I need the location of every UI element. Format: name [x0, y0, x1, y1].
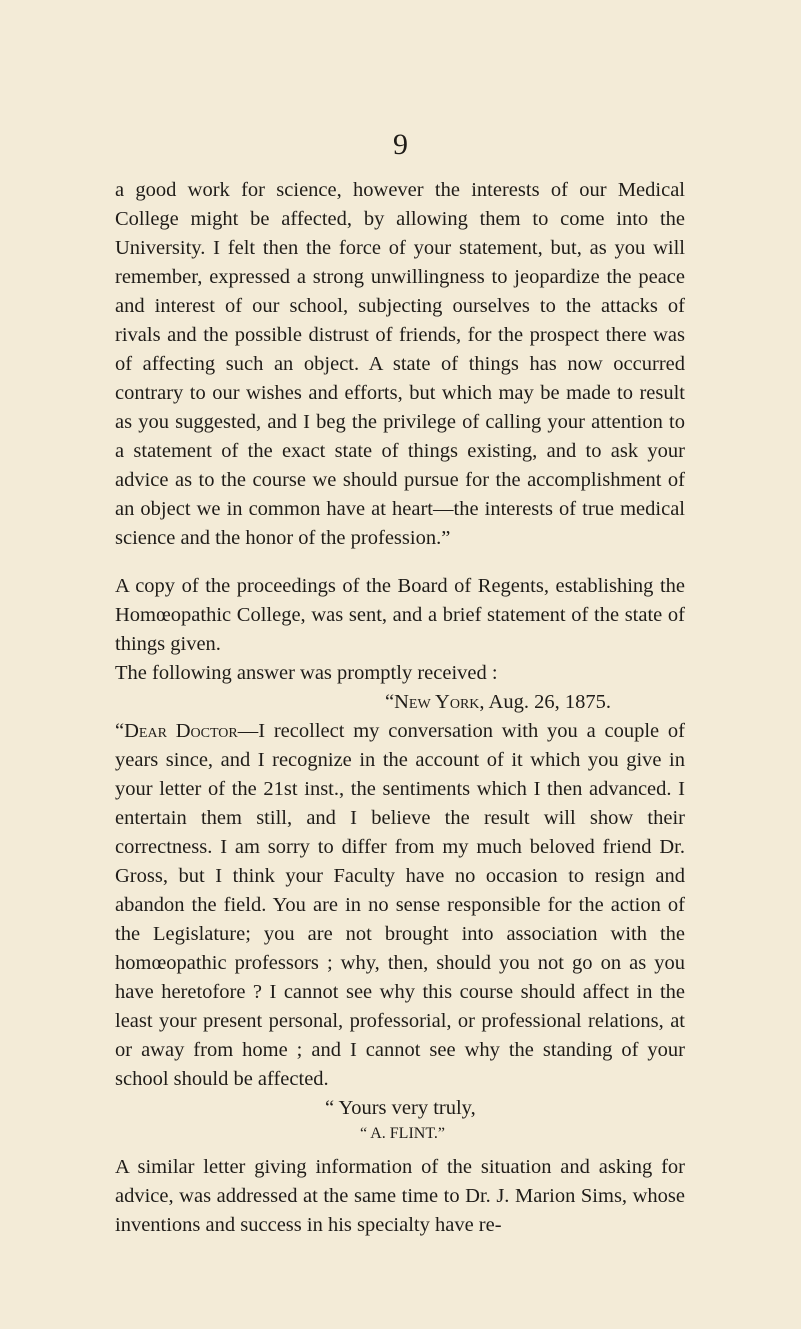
letter-body-text: —I recollect my conversation with you a couple of years since, and I recognize in the account of it which you give in your letter of the 21st inst., the sentiments which I then advanced. I entertain them still, and I believe the result will show their correctness. I am sorry to differ from my much beloved friend Dr. Gross, but I think your Faculty have no occasion to resign and abandon the field. You are in no sense responsible for the action of the Legislature; you are not brought into association with the homœopathic professors ; why, then, should you not go on as you have heretofore ? I cannot see why this course should affect in the least your present personal, professorial, or professional relations, at or away from home ; and I cannot see why the standing of your school should be affected.: [115, 720, 686, 1090]
body-text: [115, 176, 685, 1240]
dateline-date: Aug. 26, 1875.: [488, 691, 611, 713]
letter-body: [115, 717, 685, 1094]
letter-closing: “ Yours very truly,: [325, 1097, 476, 1119]
paragraph-continuation: a good work for science, however the interests of our Medical College might be affected, by allowing them to come into the University. I felt then the force of your statement, but, as you will remember, expressed a strong unwillingness to jeopardize the peace and interest of our school, subjecting ourselves to the attacks of rivals and the possible distrust of friends, for the prospect there was of affecting such an object. A state of things has now occurred contrary to our wishes and efforts, but which may be made to result as you suggested, and I beg the privilege of calling your attention to a statement of the exact state of things existing, and to ask your advice as to the course we should pursue for the accomplishment of an object we in common have at heart—the interests of true medical science and the honor of the profession.”: [115, 179, 685, 549]
letter-dateline: [115, 688, 685, 717]
paragraph-answer-intro: The following answer was promptly received :: [115, 662, 498, 684]
page-number: 9: [393, 128, 408, 161]
letter-salutation: “Dear Doctor: [115, 720, 238, 742]
letter-signature: “ A. FLINT.”: [360, 1125, 446, 1142]
paragraph-final: A similar letter giving information of the situation and asking for advice, was addressed at the same time to Dr. J. Marion Sims, whose inventions and success in his specialty have re-: [115, 1156, 685, 1236]
paragraph-board-text: A copy of the proceedings of the Board of Regents, establishing the Homœopathic College, was sent, and a brief statement of the state of things given.: [115, 575, 685, 655]
dateline-place: “New York,: [385, 691, 485, 713]
paragraph-board-of-regents: [115, 572, 685, 659]
